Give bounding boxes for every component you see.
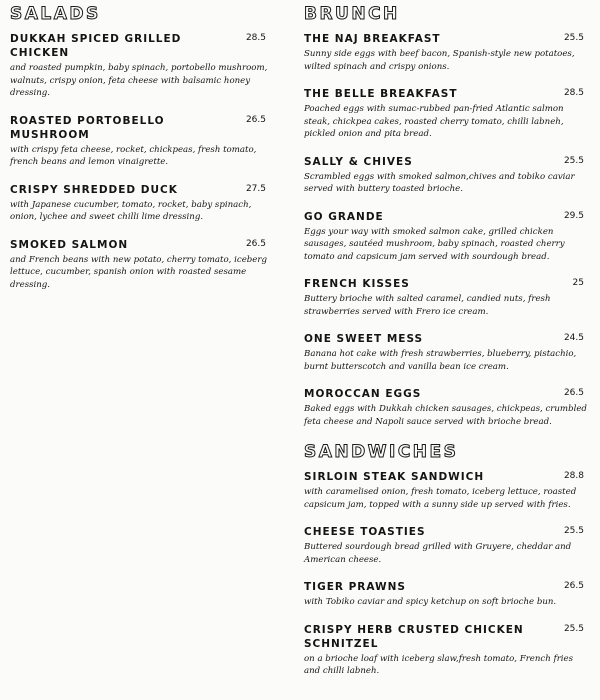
item-description: Buttered sourdough bread grilled with Gruyere, cheddar and American cheese. [304, 542, 572, 565]
menu-item [10, 238, 272, 292]
item-price: 26.5 [563, 388, 584, 398]
item-name: SIRLOIN STEAK SANDWICH [304, 471, 485, 483]
item-price: 27.5 [245, 183, 266, 194]
item-price: 26.5 [245, 114, 266, 125]
item-name: DUKKAH SPICED GRILLED CHICKEN [10, 33, 182, 59]
brunch-sandwiches-column [304, 0, 590, 692]
item-description: Poached eggs with sumac-rubbed pan-fried Atlantic salmon steak, chickpea cakes, roasted cherry tomato, chilli labneh, pickled onion and pita bread. [304, 104, 564, 139]
item-price: 25.5 [563, 526, 584, 536]
item-name: FRENCH KISSES [304, 278, 410, 290]
item-name: MOROCCAN EGGS [304, 388, 422, 400]
brunch-title: BRUNCH [304, 4, 400, 24]
item-price: 26.5 [245, 238, 266, 249]
menu-item [304, 332, 590, 373]
item-description: with crispy feta cheese, rocket, chickpeas, fresh tomato, french beans and lemon vinaigrette. [10, 144, 257, 167]
item-description: Baked eggs with Dukkah chicken sausages, chickpeas, crumbled feta cheese and Napoli sauce served with brioche bread. [304, 404, 587, 427]
item-price: 28.5 [563, 88, 584, 98]
item-description: on a brioche loaf with iceberg slaw,fresh tomato, French fries and chilli labneh. [304, 653, 574, 676]
item-description: with Japanese cucumber, tomato, rocket, baby spinach, onion, lychee and sweet chilli lime dressing. [10, 199, 252, 222]
item-price: 25.5 [563, 623, 584, 634]
menu-item [304, 155, 590, 196]
item-price: 28.8 [563, 471, 584, 481]
menu-item [10, 114, 272, 169]
menu-item [304, 87, 590, 141]
item-name: ONE SWEET MESS [304, 333, 424, 345]
menu-item [304, 277, 590, 318]
item-price: 25 [572, 278, 584, 288]
item-description: with caramelised onion, fresh tomato, iceberg lettuce, roasted capsicum jam, topped with a sunny side up served with fries. [304, 487, 577, 510]
item-description: and roasted pumpkin, baby spinach, portobello mushroom, walnuts, crispy onion, feta cheese with balsamic honey dressing. [10, 63, 268, 98]
item-name: CRISPY SHREDDED DUCK [10, 183, 178, 196]
item-name: CHEESE TOASTIES [304, 526, 426, 538]
item-name: ROASTED PORTOBELLO MUSHROOM [10, 114, 165, 141]
sandwiches-title: SANDWICHES [304, 442, 459, 462]
item-name: CRISPY HERB CRUSTED CHICKEN SCHNITZEL [304, 623, 524, 650]
item-name: SALLY & CHIVES [304, 155, 413, 168]
item-price: 29.5 [563, 210, 584, 221]
menu-item [304, 580, 590, 609]
salads-column [10, 0, 272, 305]
item-description: with Tobiko caviar and spicy ketchup on soft brioche bun. [304, 597, 557, 607]
item-price: 25.5 [563, 33, 584, 43]
menu-item [304, 210, 590, 264]
item-name: THE BELLE BREAKFAST [304, 88, 458, 100]
menu-item [10, 32, 272, 100]
item-name: GO GRANDE [304, 210, 384, 223]
salads-title: SALADS [10, 4, 101, 24]
item-name: SMOKED SALMON [10, 238, 129, 251]
menu-item [10, 183, 272, 224]
item-price: 25.5 [563, 155, 584, 166]
item-description: Sunny side eggs with beef bacon, Spanish-style new potatoes, wilted spinach and crispy onions. [304, 49, 575, 72]
item-description: Banana hot cake with fresh strawberries, blueberry, pistachio, burnt butterscotch and vanilla bean ice cream. [304, 349, 577, 372]
menu-item [304, 525, 590, 566]
item-description: Scrambled eggs with smoked salmon,chives and tobiko caviar served with buttery toasted brioche. [304, 171, 575, 194]
item-price: 24.5 [563, 333, 584, 343]
item-name: TIGER PRAWNS [304, 581, 406, 593]
item-name: THE NAJ BREAKFAST [304, 33, 441, 45]
menu-item [304, 623, 590, 678]
menu-item [304, 387, 590, 428]
item-description: Eggs your way with smoked salmon cake, grilled chicken sausages, sautéed mushroom, baby spinach, roasted cherry tomato and capsicum jam served with sourdough bread. [304, 226, 565, 262]
menu-item [304, 470, 590, 511]
item-price: 26.5 [563, 581, 584, 591]
menu-item [304, 32, 590, 73]
item-description: Buttery brioche with salted caramel, candied nuts, fresh strawberries served with Frero ice cream. [304, 294, 551, 317]
item-price: 28.5 [245, 33, 266, 43]
item-description: and French beans with new potato, cherry tomato, iceberg lettuce, cucumber, spanish onion with roasted sesame dressing. [10, 254, 267, 290]
